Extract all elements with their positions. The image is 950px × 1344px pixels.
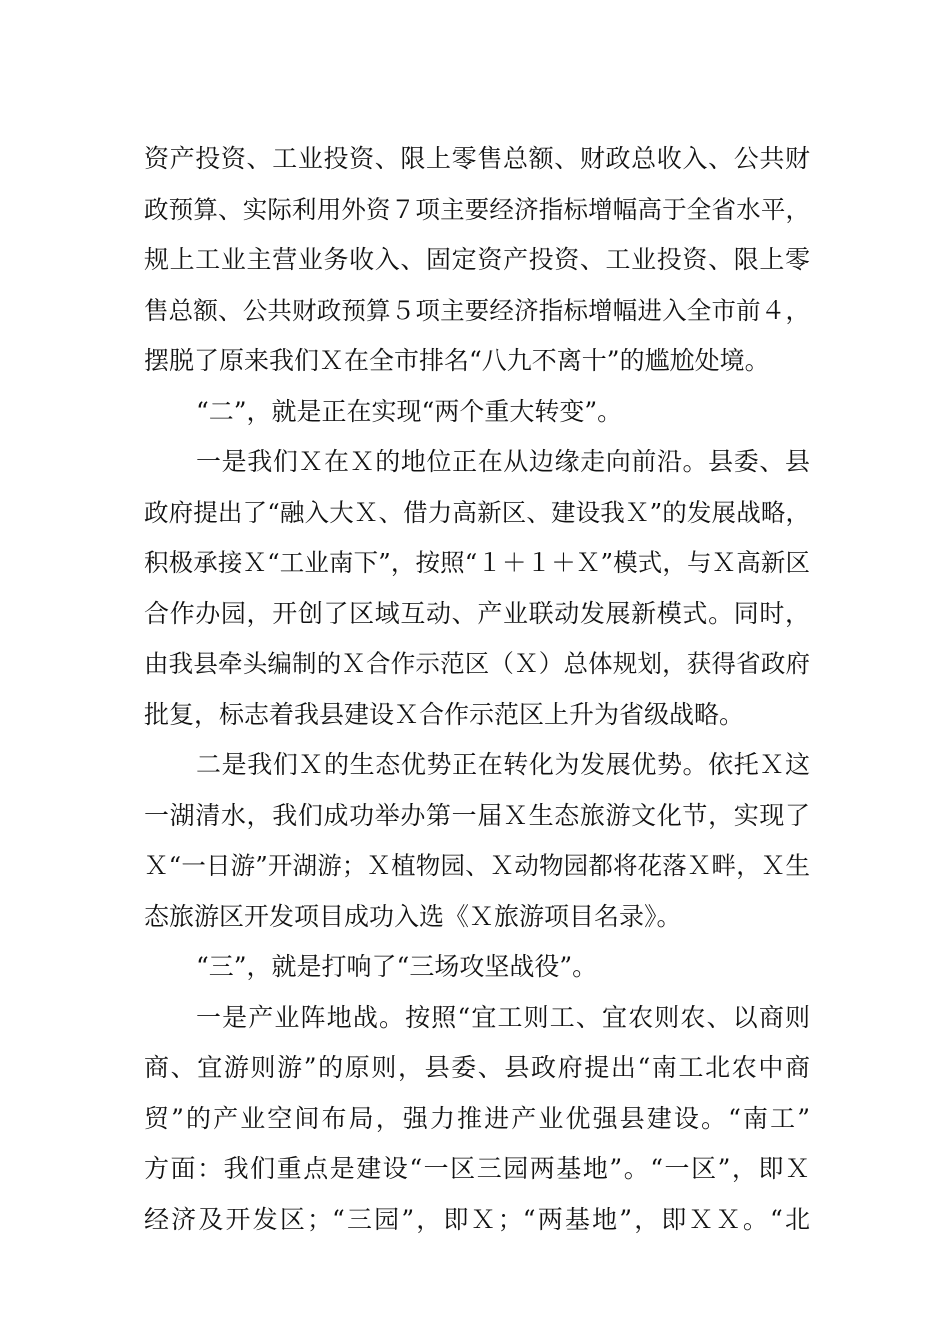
text-line: 资产投资、工业投资、限上零售总额、财政总收入、公共财: [144, 144, 810, 173]
text-line: “二”，就是正在实现“两个重大转变”。: [196, 396, 623, 426]
text-line: 政府提出了“融入大Ｘ、借力高新区、建设我Ｘ”的发展战略，: [144, 497, 810, 527]
text-line: 批复，标志着我县建设Ｘ合作示范区上升为省级战略。: [144, 699, 745, 729]
text-line: 贸”的产业空间布局，强力推进产业优强县建设。“南工”: [144, 1103, 810, 1133]
text-line: 一是我们Ｘ在Ｘ的地位正在从边缘走向前沿。县委、县: [196, 447, 810, 476]
text-line: 二是我们Ｘ的生态优势正在转化为发展优势。依托Ｘ这: [196, 750, 810, 779]
text-line: 商、宜游则游”的原则，县委、县政府提出“南工北农中商: [144, 1053, 810, 1082]
text-line: 摆脱了原来我们Ｘ在全市排名“八九不离十”的尴尬处境。: [144, 346, 770, 375]
text-line: 方面：我们重点是建设“一区三园两基地”。“一区”，即Ｘ: [144, 1154, 810, 1183]
text-line: 一是产业阵地战。按照“宜工则工、宜农则农、以商则: [196, 1002, 810, 1032]
body-text: [144, 134, 810, 1245]
text-line: 一湖清水，我们成功举办第一届Ｘ生态旅游文化节，实现了: [144, 800, 810, 830]
text-line: 由我县牵头编制的Ｘ合作示范区（Ｘ）总体规划，获得省政府: [144, 649, 810, 678]
text-line: Ｘ“一日游”开湖游；Ｘ植物园、Ｘ动物园都将花落Ｘ畔，Ｘ生: [144, 851, 810, 880]
text-line: 规上工业主营业务收入、固定资产投资、工业投资、限上零: [144, 245, 810, 274]
text-line: 合作办园，开创了区域互动、产业联动发展新模式。同时，: [144, 598, 810, 628]
text-line: 政预算、实际利用外资７项主要经济指标增幅高于全省水平，: [144, 194, 810, 224]
text-line: 态旅游区开发项目成功入选《Ｘ旅游项目名录》。: [144, 901, 682, 931]
text-line: 积极承接Ｘ“工业南下”，按照“１＋１＋Ｘ”模式，与Ｘ高新区: [144, 548, 810, 577]
text-line: 售总额、公共财政预算５项主要经济指标增幅进入全市前４，: [144, 295, 810, 325]
text-line: 经济及开发区；“三园”，即Ｘ；“两基地”，即ＸＸ。“北: [144, 1204, 810, 1234]
text-line: “三”，就是打响了“三场攻坚战役”。: [196, 952, 598, 981]
